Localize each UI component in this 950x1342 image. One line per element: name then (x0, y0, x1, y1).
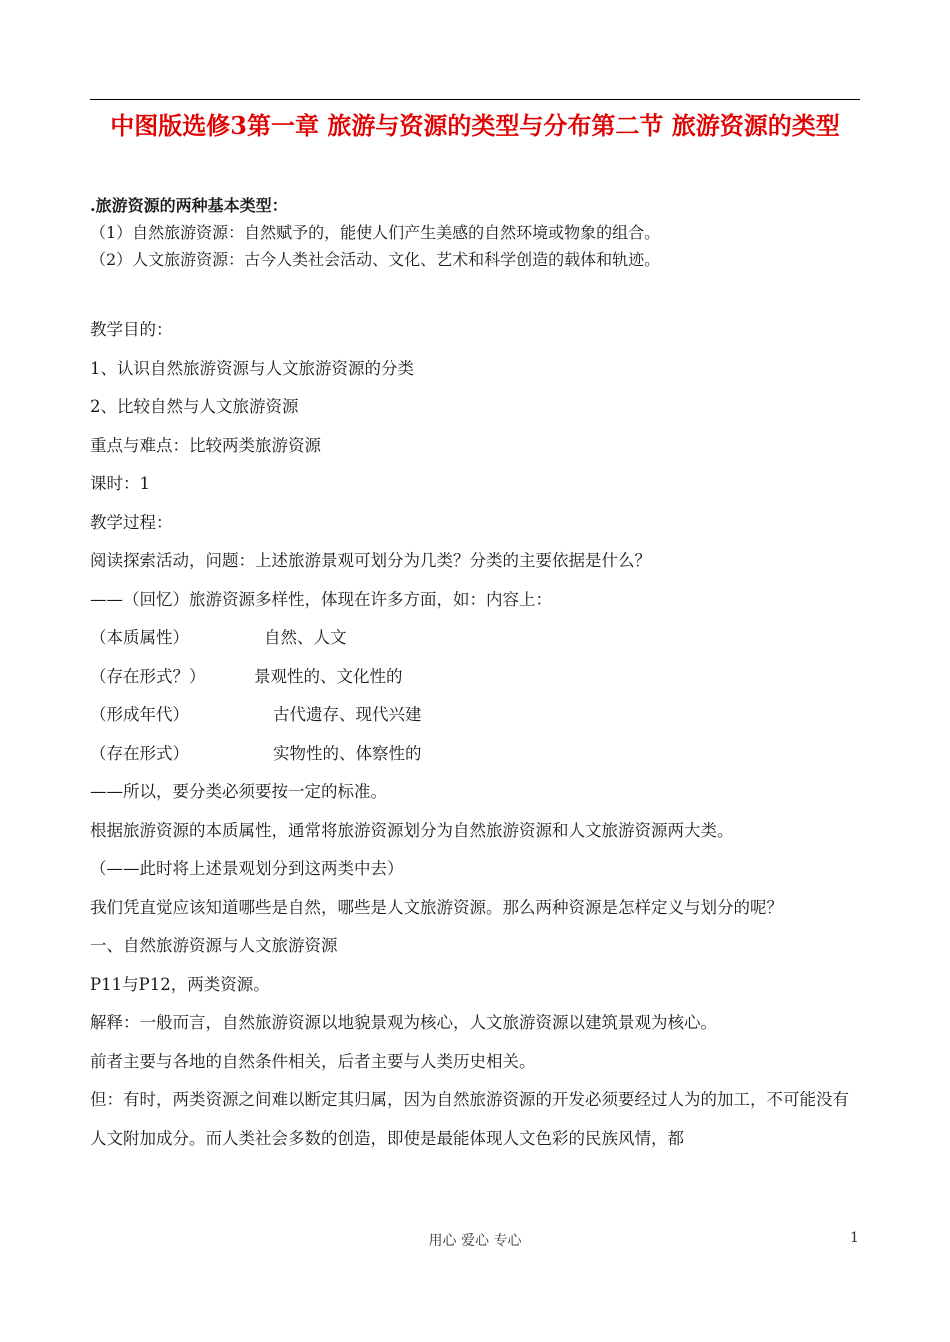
key-points: 重点与难点：比较两类旅游资源 (90, 435, 321, 455)
goal-item-2: 2、比较自然与人文旅游资源 (90, 397, 299, 416)
header-rule (90, 99, 860, 100)
summary-item-cultural: （2）人文旅游资源：古今人类社会活动、文化、艺术和科学创造的载体和轨迹。 (90, 250, 661, 269)
standard-paragraph: ——所以，要分类必须要按一定的标准。 (90, 782, 387, 801)
summary-heading: .旅游资源的两种基本类型： (90, 196, 288, 215)
summary-block (90, 192, 860, 273)
footer-motto: 用心 爱心 专心 (428, 1233, 522, 1249)
attribute-value: 古代遗存、现代兴建 (273, 705, 422, 724)
attribute-row (90, 696, 865, 735)
however-paragraph: 但：有时，两类资源之间难以断定其归属，因为自然旅游资源的开发必须要经过人为的加工，不可能没有人文附加成分。而人类社会多数的创造，即使是最能体现人文色彩的民族风情，都 (90, 1090, 849, 1148)
section-heading-1: 一、自然旅游资源与人文旅游资源 (90, 936, 338, 955)
attribute-row (90, 735, 865, 774)
explanation-paragraph: 解释：一般而言，自然旅游资源以地貌景观为核心，人文旅游资源以建筑景观为核心。 (90, 1013, 717, 1032)
attribute-key: （形成年代） (90, 705, 189, 724)
intuition-paragraph: 我们凭直觉应该知道哪些是自然，哪些是人文旅游资源。那么两种资源是怎样定义与划分的呢？ (90, 897, 783, 917)
attribute-key: （本质属性） (90, 628, 189, 647)
attribute-row (90, 658, 865, 697)
attribute-row (90, 619, 865, 658)
assign-note: （——此时将上述景观划分到这两类中去） (90, 859, 404, 878)
attribute-key: （存在形式？） (90, 666, 206, 686)
related-paragraph: 前者主要与各地的自然条件相关，后者主要与人类历史相关。 (90, 1051, 536, 1071)
goal-item-1: 1、认识自然旅游资源与人文旅游资源的分类 (90, 358, 414, 378)
attribute-key: （存在形式） (90, 743, 189, 763)
pages-reference: P11与P12，两类资源。 (90, 974, 270, 994)
goals-heading: 教学目的： (90, 320, 173, 339)
summary-item-natural: （1）自然旅游资源：自然赋予的，能使人们产生美感的自然环境或物象的组合。 (90, 223, 661, 242)
class-periods: 课时：1 (90, 474, 150, 493)
process-heading: 教学过程： (90, 512, 173, 532)
attribute-value: 自然、人文 (264, 628, 347, 647)
lesson-body (90, 311, 865, 1158)
page-number: 1 (850, 1230, 859, 1246)
question-paragraph: 阅读探索活动，问题：上述旅游景观可划分为几类？分类的主要依据是什么？ (90, 551, 651, 570)
attribute-value: 实物性的、体察性的 (273, 743, 422, 763)
attribute-value: 景观性的、文化性的 (254, 666, 403, 686)
recall-paragraph: ——（回忆）旅游资源多样性，体现在许多方面，如：内容上： (90, 589, 552, 609)
classification-paragraph: 根据旅游资源的本质属性，通常将旅游资源划分为自然旅游资源和人文旅游资源两大类。 (90, 820, 734, 840)
page-title: 中图版选修3第一章 旅游与资源的类型与分布第二节 旅游资源的类型 (110, 111, 840, 140)
